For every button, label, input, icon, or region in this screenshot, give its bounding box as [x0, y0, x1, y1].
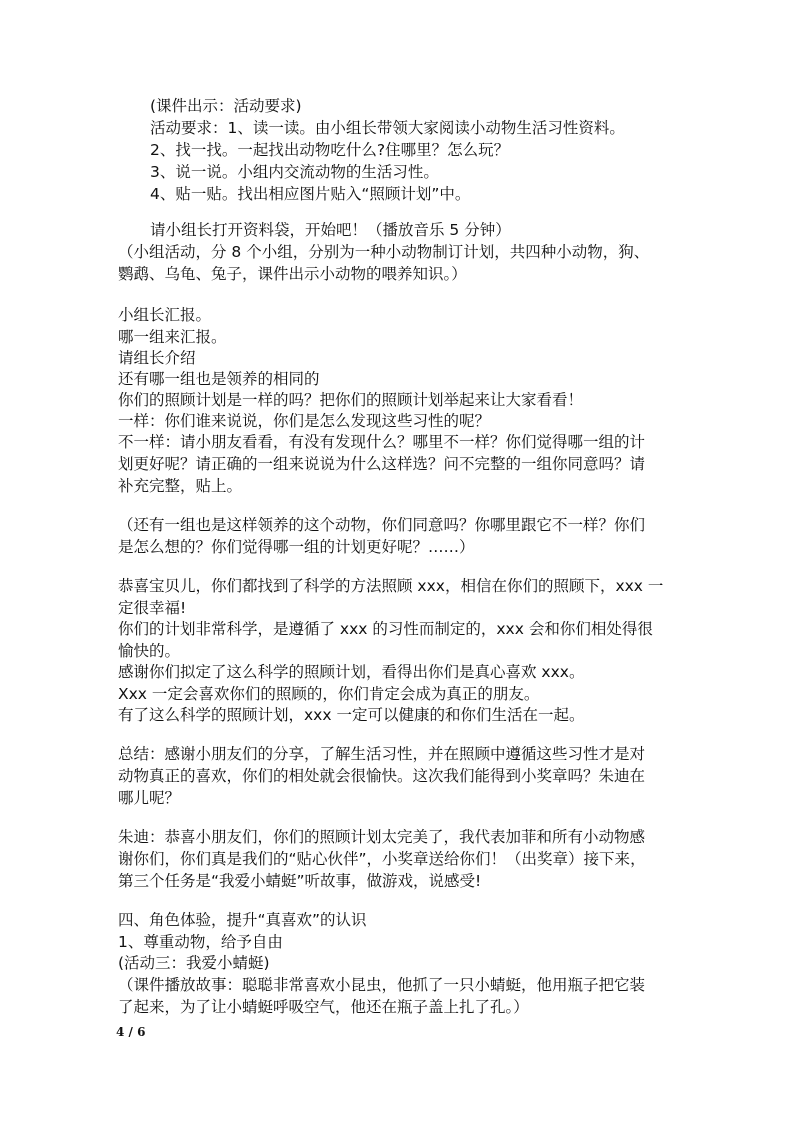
text-line: 恭喜宝贝儿，你们都找到了科学的方法照顾 xxx，相信在你们的照顾下，xxx 一 — [118, 577, 664, 595]
text-line: 第三个任务是“我爱小蜻蜓”听故事，做游戏，说感受! — [118, 872, 482, 890]
text-line: 有了这么科学的照顾计划，xxx 一定可以健康的和你们生活在一起。 — [118, 706, 585, 724]
text-line: 哪儿呢？ — [118, 789, 181, 807]
text-line: (课件出示：活动要求) — [150, 97, 302, 115]
text-line: 感谢你们拟定了这么科学的照顾计划，看得出你们是真心喜欢 xxx。 — [118, 663, 585, 681]
text-line: 请小组长打开资料袋，开始吧！（播放音乐 5 分钟） — [150, 221, 511, 239]
text-line: 了起来，为了让小蜻蜓呼吸空气，他还在瓶子盖上扎了孔。） — [118, 998, 529, 1016]
text-line: 是怎么想的？你们觉得哪一组的计划更好呢？……） — [118, 538, 475, 556]
text-line: 小组长汇报。 — [118, 306, 212, 324]
page-number: 4 / 6 — [116, 1025, 146, 1039]
text-line: 朱迪：恭喜小朋友们，你们的照顾计划太完美了，我代表加菲和所有小动物感 — [118, 828, 646, 846]
text-line: 鹦鹉、乌龟、兔子，课件出示小动物的喂养知识。） — [118, 265, 467, 283]
text-line: Xxx 一定会喜欢你们的照顾的，你们肯定会成为真正的朋友。 — [118, 685, 540, 703]
text-line: 1、尊重动物，给予自由 — [118, 933, 283, 951]
text-line: 不一样：请小朋友看看，有没有发现什么？哪里不一样？你们觉得哪一组的计 — [118, 433, 646, 451]
text-line: （课件播放故事：聪聪非常喜欢小昆虫，他抓了一只小蜻蜓，他用瓶子把它装 — [118, 976, 646, 994]
text-line: 一样：你们谁来说说，你们是怎么发现这些习性的呢？ — [118, 412, 491, 430]
section-heading: 四、角色体验，提升“真喜欢”的认识 — [118, 911, 367, 929]
text-line: 4、贴一贴。找出相应图片贴入“照顾计划”中。 — [150, 185, 471, 203]
text-line: 总结：感谢小朋友们的分享，了解生活习性，并在照顾中遵循这些习性才是对 — [118, 745, 646, 763]
text-line: 谢你们，你们真是我们的“贴心伙伴”，小奖章送给你们！（出奖章）接下来， — [118, 850, 646, 868]
text-line: 你们的计划非常科学，是遵循了 xxx 的习性而制定的，xxx 会和你们相处得很 — [118, 620, 653, 638]
text-line: 哪一组来汇报。 — [118, 328, 227, 346]
text-line: 请组长介绍 — [118, 349, 196, 367]
text-line: (活动三：我爱小蜻蜓) — [118, 954, 270, 972]
text-line: 还有哪一组也是领养的相同的 — [118, 370, 320, 388]
text-line: （小组活动，分 8 个小组，分别为一种小动物制订计划，共四种小动物，狗、 — [118, 243, 650, 261]
text-line: 划更好呢？请正确的一组来说说为什么这样选？问不完整的一组你同意吗？请 — [118, 455, 646, 473]
text-line: 3、说一说。小组内交流动物的生活习性。 — [150, 163, 439, 181]
text-line: （还有一组也是这样领养的这个动物，你们同意吗？你哪里跟它不一样？你们 — [118, 516, 646, 534]
text-line: 补充完整，贴上。 — [118, 477, 243, 495]
text-line: 你们的照顾计划是一样的吗？把你们的照顾计划举起来让大家看看！ — [118, 391, 584, 409]
text-line: 动物真正的喜欢，你们的相处就会很愉快。这次我们能得到小奖章吗？朱迪在 — [118, 767, 646, 785]
text-line: 2、找一找。一起找出动物吃什么?住哪里？怎么玩？ — [150, 141, 510, 159]
text-line: 定很幸福! — [118, 599, 187, 617]
text-line: 愉快的。 — [118, 642, 181, 660]
text-line: 活动要求：1、读一读。由小组长带领大家阅读小动物生活习性资料。 — [150, 119, 625, 137]
